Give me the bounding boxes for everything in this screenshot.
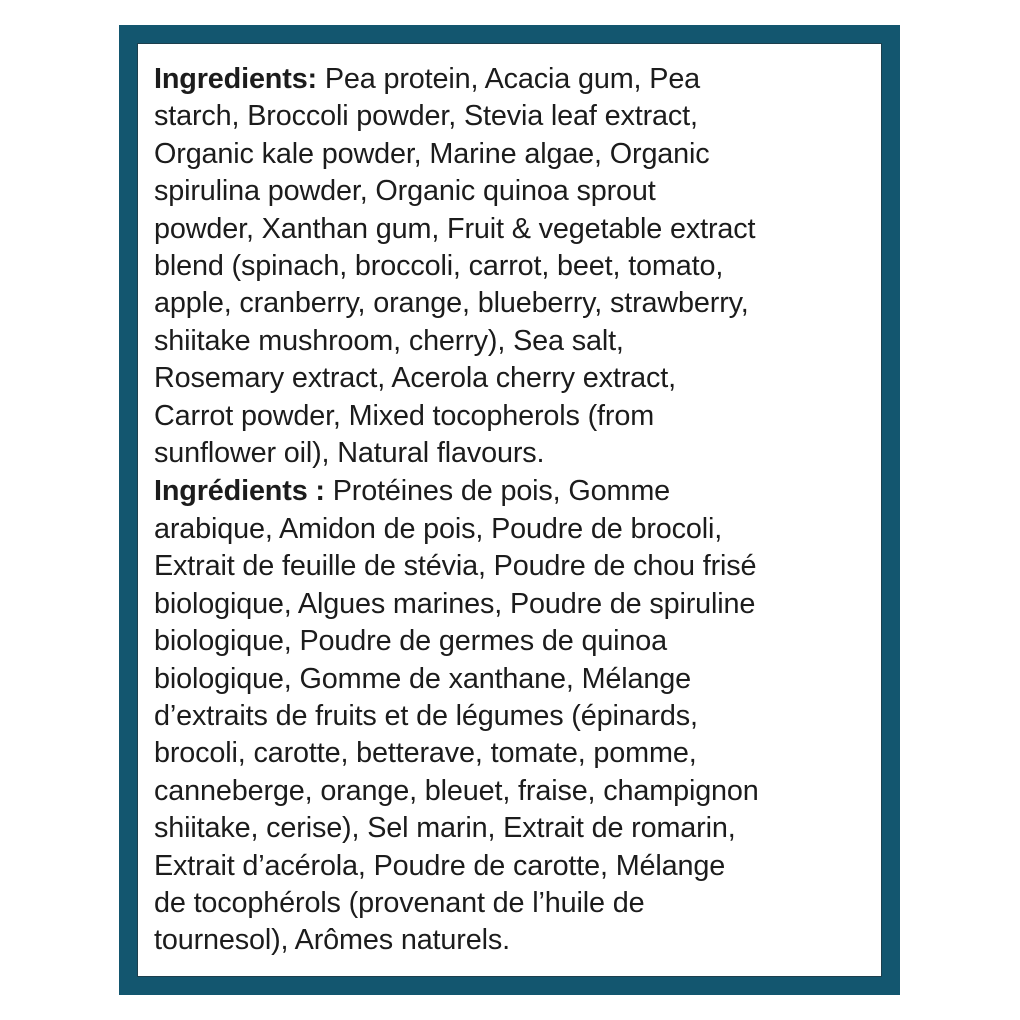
text-line [154, 473, 867, 510]
text-line [154, 61, 867, 98]
text-line: de tocophérols (provenant de l’huile de [154, 886, 645, 919]
ingredients-heading-english: Ingredients: [154, 63, 317, 95]
text-line: Extrait d’acérola, Poudre de carotte, Mélange [154, 849, 726, 882]
text-line: apple, cranberry, orange, blueberry, strawberry, [154, 287, 749, 320]
label-frame [119, 25, 900, 995]
text-line: shiitake mushroom, cherry), Sea salt, [154, 324, 624, 357]
text-line: canneberge, orange, bleuet, fraise, champignon [154, 774, 759, 807]
text-line: starch, Broccoli powder, Stevia leaf extract, [154, 100, 698, 133]
text-line: biologique, Poudre de germes de quinoa [154, 625, 668, 658]
ingredients-english [154, 61, 867, 472]
text-line: blend (spinach, broccoli, carrot, beet, tomato, [154, 250, 724, 283]
text-line: Carrot powder, Mixed tocopherols (from [154, 399, 655, 432]
text-line: d’extraits de fruits et de légumes (épinards, [154, 699, 698, 732]
text-line: powder, Xanthan gum, Fruit & vegetable extract [154, 212, 756, 245]
ingredients-panel [137, 43, 882, 977]
ingredients-text: Pea protein, Acacia gum, Pea [317, 63, 701, 95]
text-line: sunflower oil), Natural flavours. [154, 437, 545, 470]
text-line: Rosemary extract, Acerola cherry extract, [154, 362, 676, 395]
ingredients-heading-french: Ingrédients : [154, 475, 325, 508]
ingredients-text: Protéines de pois, Gomme [324, 475, 671, 508]
text-line: Extrait de feuille de stévia, Poudre de chou frisé [154, 550, 757, 583]
text-line: shiitake, cerise), Sel marin, Extrait de romarin, [154, 812, 736, 845]
text-line: tournesol), Arômes naturels. [154, 924, 510, 957]
ingredients-french [154, 473, 867, 959]
text-line: spirulina powder, Organic quinoa sprout [154, 175, 656, 208]
text-line: arabique, Amidon de pois, Poudre de brocoli, [154, 512, 723, 545]
text-line: biologique, Gomme de xanthane, Mélange [154, 662, 691, 695]
text-line: Organic kale powder, Marine algae, Organic [154, 137, 710, 170]
text-line: brocoli, carotte, betterave, tomate, pomme, [154, 737, 697, 770]
text-line: biologique, Algues marines, Poudre de spiruline [154, 587, 756, 620]
